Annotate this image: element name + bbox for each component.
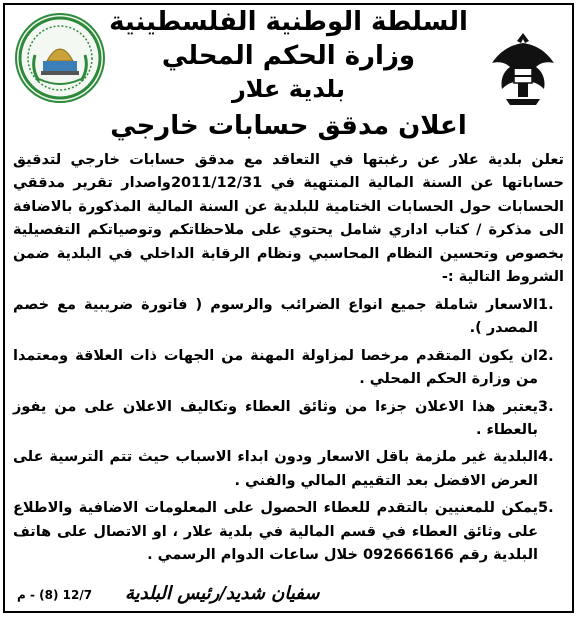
condition-item <box>13 345 566 392</box>
intro-paragraph: تعلن بلدية علار عن رغبتها في التعاقد مع مدقق حسابات خارجي لتدقيق حساباتها عن السنة المالية المنتهية في 2011/12/31واصدار تقرير مدققي الحسابات حول الحسابات الختامية للبلدية عن السنة المالية المذكورة بالاضافة الى مذكرة / كتاب اداري شامل يحتوي على ملاحظاتكم وتوصياتكم التفصيلية بخصوص وتحسين النظام المحاسبي ونظام الرقابة الداخلي في البلدية ضمن الشروط التالية :- <box>13 152 564 286</box>
ministry-name: وزارة الحكم المحلي <box>161 41 416 71</box>
announcement-title: اعلان مدقق حسابات خارجي <box>110 111 467 141</box>
condition-text: يمكن للمعنيين بالتقدم للعطاء الحصول على المعلومات الاضافية والاطلاع على وثائق العطاء في قسم المالية في بلدية علار ، او الاتصال على هاتف البلدية رقم 092666166 خلال ساعات الدوام الرسمي . <box>13 500 538 564</box>
condition-number: 4. <box>538 449 554 466</box>
condition-text: البلدية غير ملزمة باقل الاسعار ودون ابداء الاسباب حيث تتم الترسية على العرض الافضل بعد التقييم المالي والفني . <box>13 449 538 489</box>
authority-name: السلطة الوطنية الفلسطينية <box>109 7 468 37</box>
condition-number: 3. <box>538 398 554 415</box>
condition-item <box>13 497 566 567</box>
condition-text: يعتبر هذا الاعلان جزءا من وثائق العطاء وتكاليف الاعلان على من يفوز بالعطاء . <box>13 398 538 439</box>
condition-number: 1. <box>538 297 554 313</box>
municipality-name: بلدية علار <box>231 75 346 103</box>
condition-number: 2. <box>538 347 554 364</box>
condition-item <box>13 446 566 493</box>
signature: سفيان شديد/رئيس البلدية <box>125 583 320 604</box>
condition-item <box>13 294 566 341</box>
condition-text: الاسعار شاملة جميع انواع الضرائب والرسوم ( فاتورة ضريبية مع خصم المصدر ). <box>13 297 538 337</box>
announcement-frame <box>3 3 574 613</box>
condition-number: 5. <box>538 500 554 517</box>
palestinian-eagle-emblem-icon <box>488 27 558 109</box>
header <box>5 5 572 123</box>
condition-text: ان يكون المتقدم مرخصا لمزاولة المهنة من الجهات ذات العلاقة ومعتمدا من وزارة الحكم المحلي . <box>13 347 538 388</box>
conditions-list <box>13 294 566 571</box>
publication-code: 12/7 (8) - م <box>17 588 93 602</box>
condition-item <box>13 396 566 443</box>
